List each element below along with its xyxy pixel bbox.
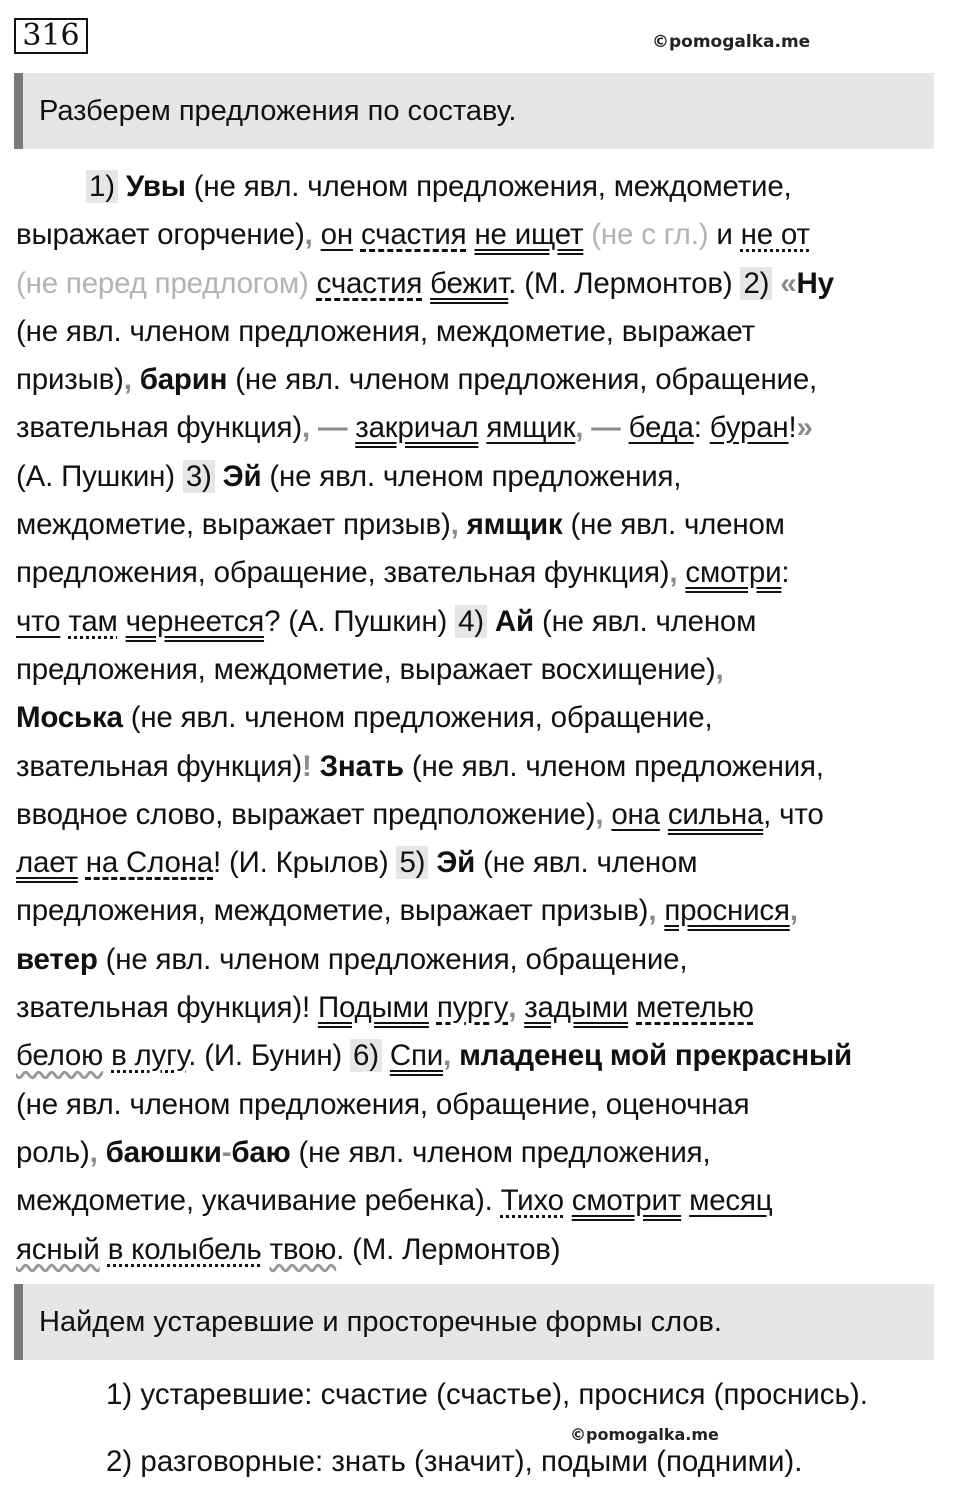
object: пургу — [436, 991, 509, 1025]
punctuation: « — [772, 266, 797, 300]
subject: месяц — [689, 1184, 773, 1218]
note: призыв) — [16, 363, 124, 397]
note: (не явл. членом предложения, обращение, — [122, 701, 713, 735]
adverbial: в лугу — [111, 1039, 189, 1073]
item-number: 2) — [740, 267, 772, 300]
interjection: Ну — [796, 266, 834, 300]
author: . (М. Лермонтов) — [508, 266, 741, 300]
punctuation: , — [450, 508, 459, 542]
note: междометие, выражает призыв) — [16, 508, 451, 542]
predicate: Подыми — [317, 991, 429, 1025]
subject: он — [320, 218, 353, 252]
predicate: проснися — [664, 894, 790, 928]
adverbial: Тихо — [500, 1184, 564, 1218]
item-number: 1) — [86, 170, 118, 203]
punctuation: ! — [301, 749, 312, 783]
watermark-bottom: ©pomogalka.me — [570, 1425, 719, 1444]
watermark-top: ©pomogalka.me — [652, 32, 811, 52]
punctuation: : — [693, 411, 702, 445]
object: счастия — [316, 266, 423, 300]
note: (не явл. членом — [562, 508, 785, 542]
parenthetical-word: Знать — [319, 749, 404, 783]
subject: буран — [709, 411, 789, 445]
author: . (И. Бунин) — [188, 1039, 351, 1073]
punctuation: - — [221, 1135, 232, 1169]
note: (не явл. членом предложения, междометие, — [185, 170, 792, 203]
author: ? (А. Пушкин) — [264, 604, 456, 638]
punctuation: , — [443, 1039, 452, 1073]
note: (не перед предлогом) — [16, 266, 309, 300]
note: звательная функция) — [16, 411, 302, 445]
punctuation: ! — [788, 411, 797, 445]
adverbial: там — [68, 604, 118, 638]
item-number: 6) — [350, 1039, 382, 1072]
punctuation: , — [648, 894, 657, 928]
note: (не с гл.) — [583, 218, 709, 252]
predicate: смотрит — [571, 1184, 682, 1218]
conjunction: и — [708, 218, 741, 252]
note: (не явл. членом предложения, — [290, 1135, 711, 1169]
address: ямщик — [466, 508, 563, 542]
list-item-obsolete: 1) устаревшие: счастие (счастье), проснися (проснись). — [106, 1378, 868, 1411]
note: (не явл. членом — [533, 604, 757, 638]
note: вводное слово, выражает предположение) — [16, 797, 596, 831]
predicate: смотри — [685, 556, 782, 590]
note: (не явл. членом предложения, междометие, выражает — [16, 314, 755, 348]
note: звательная функция)! — [16, 991, 318, 1025]
adverbial: в колыбель — [107, 1232, 262, 1266]
attribute: ясный — [16, 1232, 100, 1266]
note: предложения, междометие, выражает восхищение) — [16, 652, 716, 686]
punctuation: , — [89, 1135, 98, 1169]
punctuation: , — [715, 652, 724, 686]
section-heading-forms: Найдем устаревшие и просторечные формы слов. — [14, 1284, 934, 1360]
note: (не явл. членом — [475, 846, 698, 880]
punctuation: , — [595, 797, 604, 831]
item-number: 4) — [455, 605, 487, 638]
punctuation: , — [575, 411, 584, 445]
object: счастия — [360, 218, 467, 252]
punctuation: , — [669, 556, 678, 590]
predicate: задыми — [524, 991, 629, 1025]
analysis-text — [16, 163, 946, 1274]
interjection: Ай — [494, 604, 534, 638]
page-number: 316 — [14, 18, 88, 54]
attribute: твою — [269, 1232, 337, 1266]
note: роль) — [16, 1135, 90, 1169]
note: предложения, обращение, звательная функция) — [16, 556, 670, 590]
conjunction: , что — [763, 797, 824, 831]
interjection: Эй — [222, 459, 262, 493]
predicate: не ищет — [474, 218, 584, 252]
punctuation: : — [781, 556, 790, 590]
note: междометие, укачивание ребенка). — [16, 1184, 501, 1218]
punctuation: — — [309, 411, 356, 445]
predicate: бежит — [430, 266, 509, 300]
attribute: белою — [16, 1039, 104, 1073]
adverbial: не от — [740, 218, 810, 252]
punctuation: , — [508, 991, 517, 1025]
list-item-colloquial: 2) разговорные: знать (значит), подыми (подними). — [106, 1445, 803, 1478]
item-number: 3) — [183, 460, 215, 493]
subject: беда — [628, 411, 694, 445]
punctuation: » — [796, 411, 813, 445]
address: младенец мой прекрасный — [459, 1039, 852, 1073]
subject: что — [16, 604, 61, 638]
interjection: баю — [231, 1135, 291, 1169]
note: выражает огорчение) — [16, 218, 305, 252]
section-heading-parse: Разберем предложения по составу. — [14, 73, 934, 149]
note: (не явл. членом предложения, обращение, оценочная — [16, 1087, 750, 1121]
interjection: Увы — [125, 170, 186, 203]
interjection: баюшки — [105, 1135, 222, 1169]
predicate: Спи — [389, 1039, 444, 1073]
note: (не явл. членом предложения, обращение, — [227, 363, 818, 397]
author: (А. Пушкин) — [16, 459, 183, 493]
subject: ямщик — [486, 411, 576, 445]
punctuation: , — [301, 411, 310, 445]
interjection: Эй — [436, 846, 476, 880]
predicate: лает — [16, 846, 78, 880]
note: (не явл. членом предложения, — [403, 749, 824, 783]
note: (не явл. членом предложения, — [261, 459, 682, 493]
punctuation: — — [583, 411, 629, 445]
object: метелью — [636, 991, 754, 1025]
item-number: 5) — [396, 846, 428, 879]
punctuation: , — [789, 894, 798, 928]
predicate: закричал — [355, 411, 479, 445]
punctuation: , — [304, 218, 313, 252]
punctuation: , — [123, 363, 132, 397]
predicate: сильна — [667, 797, 764, 831]
object: на Слона — [85, 846, 214, 880]
address: барин — [139, 363, 228, 397]
author: ! (И. Крылов) — [213, 846, 397, 880]
note: (не явл. членом предложения, обращение, — [97, 942, 688, 976]
address: ветер — [16, 942, 98, 976]
note: предложения, междометие, выражает призыв) — [16, 894, 649, 928]
predicate: чернеется — [125, 604, 265, 638]
subject: она — [611, 797, 660, 831]
author: . (М. Лермонтов) — [336, 1232, 561, 1266]
note: звательная функция) — [16, 749, 302, 783]
address: Моська — [16, 701, 123, 735]
